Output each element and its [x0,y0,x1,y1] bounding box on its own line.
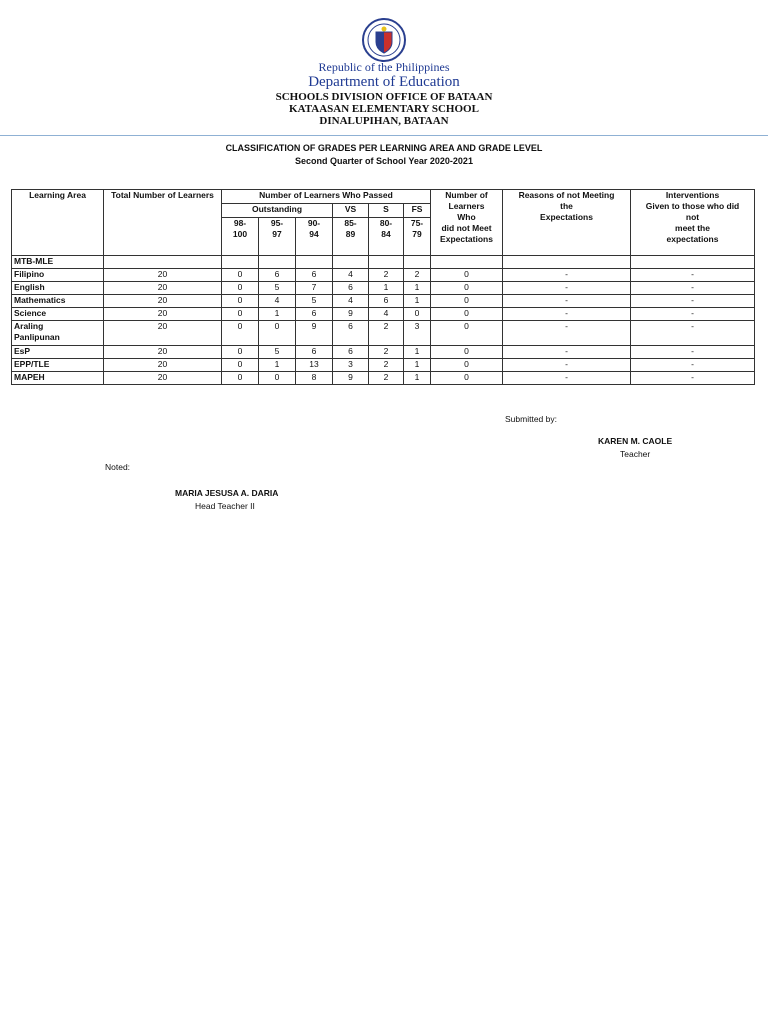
r95-97-cell: 0 [259,372,296,385]
header-learning-area: Learning Area [12,190,104,256]
r90-94-cell: 5 [296,295,333,308]
reasons-cell [503,256,631,269]
r95-97-cell: 5 [259,346,296,359]
submitted-label: Submitted by: [505,414,557,424]
r98-100-cell: 0 [222,269,259,282]
interventions-cell: - [631,295,755,308]
table-row [12,308,755,321]
r90-94-cell: 9 [296,321,333,346]
grades-table [11,189,755,385]
r75-79-cell: 3 [404,321,431,346]
not-met-cell: 0 [431,295,503,308]
learning-area-cell: EsP [12,346,104,359]
r85-89-cell: 3 [333,359,369,372]
r95-97-cell: 5 [259,282,296,295]
deped-seal-icon [357,18,411,62]
header-reasons: Reasons of not Meeting the Expectations [503,190,631,256]
table-row [12,295,755,308]
interventions-cell: - [631,282,755,295]
r85-89-cell: 6 [333,282,369,295]
r98-100-cell: 0 [222,308,259,321]
r80-84-cell: 2 [369,269,404,282]
not-met-cell: 0 [431,308,503,321]
teacher-name: KAREN M. CAOLE [598,436,673,446]
learning-area-cell: Araling Panlipunan [12,321,104,346]
school-location: DINALUPIHAN, BATAAN [319,115,449,127]
r85-89-cell: 9 [333,372,369,385]
r98-100-cell: 0 [222,321,259,346]
reasons-cell: - [503,269,631,282]
header-range-80-84: 80- 84 [369,218,404,256]
total-cell: 20 [104,295,222,308]
not-met-cell: 0 [431,321,503,346]
r80-84-cell: 1 [369,282,404,295]
not-met-cell [431,256,503,269]
r80-84-cell: 6 [369,295,404,308]
r80-84-cell: 2 [369,372,404,385]
r85-89-cell: 6 [333,321,369,346]
noted-label: Noted: [105,462,131,472]
school-name: KATAASAN ELEMENTARY SCHOOL [289,103,479,115]
reasons-cell: - [503,295,631,308]
r95-97-cell: 1 [259,359,296,372]
not-met-cell: 0 [431,282,503,295]
header-s: S [369,204,404,218]
r75-79-cell [404,256,431,269]
total-cell [104,256,222,269]
r85-89-cell: 4 [333,295,369,308]
r90-94-cell: 13 [296,359,333,372]
grade-rows [12,256,755,385]
r80-84-cell: 4 [369,308,404,321]
not-met-cell: 0 [431,372,503,385]
r85-89-cell: 4 [333,269,369,282]
division-name: SCHOOLS DIVISION OFFICE OF BATAAN [275,91,493,103]
r90-94-cell: 6 [296,308,333,321]
r98-100-cell: 0 [222,282,259,295]
not-met-cell: 0 [431,346,503,359]
report-title: CLASSIFICATION OF GRADES PER LEARNING AREA AND GRADE LEVEL [225,143,543,153]
learning-area-cell: English [12,282,104,295]
r80-84-cell [369,256,404,269]
total-cell: 20 [104,269,222,282]
r75-79-cell: 1 [404,346,431,359]
learning-area-cell: Science [12,308,104,321]
reasons-cell: - [503,372,631,385]
report-subtitle: Second Quarter of School Year 2020-2021 [295,156,473,166]
learning-area-cell: Mathematics [12,295,104,308]
r98-100-cell: 0 [222,346,259,359]
r98-100-cell [222,256,259,269]
interventions-cell: - [631,321,755,346]
total-cell: 20 [104,346,222,359]
total-cell: 20 [104,372,222,385]
interventions-cell: - [631,308,755,321]
total-cell: 20 [104,282,222,295]
r75-79-cell: 0 [404,308,431,321]
header-total-learners: Total Number of Learners [104,190,222,256]
reasons-cell: - [503,346,631,359]
r90-94-cell: 6 [296,346,333,359]
interventions-cell [631,256,755,269]
reasons-cell: - [503,308,631,321]
total-cell: 20 [104,308,222,321]
interventions-cell: - [631,346,755,359]
reasons-cell: - [503,321,631,346]
r98-100-cell: 0 [222,359,259,372]
header-fs: FS [404,204,431,218]
r95-97-cell: 0 [259,321,296,346]
r75-79-cell: 2 [404,269,431,282]
header-outstanding: Outstanding [222,204,333,218]
table-row [12,321,755,346]
r80-84-cell: 2 [369,346,404,359]
r98-100-cell: 0 [222,295,259,308]
r80-84-cell: 2 [369,359,404,372]
r85-89-cell: 9 [333,308,369,321]
header-range-85-89: 85- 89 [333,218,369,256]
table-row [12,372,755,385]
r90-94-cell: 8 [296,372,333,385]
interventions-cell: - [631,359,755,372]
table-row [12,256,755,269]
header-interventions: Interventions Given to those who did not meet the expectations [631,190,755,256]
header-learners-passed: Number of Learners Who Passed [222,190,431,204]
table-row [12,346,755,359]
r95-97-cell [259,256,296,269]
r75-79-cell: 1 [404,295,431,308]
r75-79-cell: 1 [404,372,431,385]
head-teacher-title: Head Teacher II [195,501,255,511]
r90-94-cell [296,256,333,269]
head-teacher-name: MARIA JESUSA A. DARIA [175,488,279,498]
not-met-cell: 0 [431,359,503,372]
learning-area-cell: MTB-MLE [12,256,104,269]
header-range-90-94: 90- 94 [296,218,333,256]
r95-97-cell: 6 [259,269,296,282]
interventions-cell: - [631,269,755,282]
learning-area-cell: EPP/TLE [12,359,104,372]
reasons-cell: - [503,282,631,295]
r85-89-cell: 6 [333,346,369,359]
department-name: Department of Education [308,74,460,90]
table-row [12,282,755,295]
r95-97-cell: 4 [259,295,296,308]
table-row [12,359,755,372]
r90-94-cell: 7 [296,282,333,295]
header-range-98-100: 98- 100 [222,218,259,256]
r75-79-cell: 1 [404,359,431,372]
r75-79-cell: 1 [404,282,431,295]
r98-100-cell: 0 [222,372,259,385]
header-range-95-97: 95- 97 [259,218,296,256]
total-cell: 20 [104,321,222,346]
not-met-cell: 0 [431,269,503,282]
header-not-met: Number of Learners Who did not Meet Expectations [431,190,503,256]
header-vs: VS [333,204,369,218]
learning-area-cell: Filipino [12,269,104,282]
table-row [12,269,755,282]
republic-line: Republic of the Philippines [318,60,450,74]
header-divider [0,135,768,136]
reasons-cell: - [503,359,631,372]
total-cell: 20 [104,359,222,372]
teacher-title: Teacher [620,449,651,459]
r85-89-cell [333,256,369,269]
r95-97-cell: 1 [259,308,296,321]
r80-84-cell: 2 [369,321,404,346]
interventions-cell: - [631,372,755,385]
r90-94-cell: 6 [296,269,333,282]
header-range-75-79: 75- 79 [404,218,431,256]
learning-area-cell: MAPEH [12,372,104,385]
